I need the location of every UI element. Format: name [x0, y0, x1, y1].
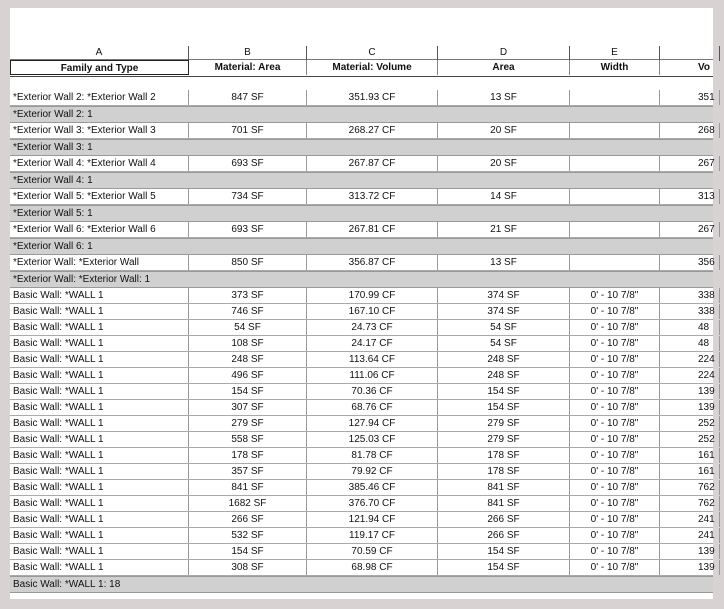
width-cell[interactable] [570, 222, 660, 237]
material-volume-cell[interactable]: 356.87 CF [307, 255, 438, 270]
area-cell[interactable]: 54 SF [438, 336, 570, 351]
area-cell[interactable]: 154 SF [438, 400, 570, 415]
width-cell[interactable]: 0' - 10 7/8" [570, 352, 660, 367]
family-type-cell[interactable]: Basic Wall: *WALL 1 [10, 432, 189, 447]
material-volume-cell[interactable]: 24.73 CF [307, 320, 438, 335]
material-volume-cell[interactable]: 376.70 CF [307, 496, 438, 511]
width-cell[interactable]: 0' - 10 7/8" [570, 384, 660, 399]
material-area-cell[interactable]: 266 SF [189, 512, 307, 527]
volume-cell[interactable]: 356 [660, 255, 720, 270]
header-material-area[interactable]: Material: Area [189, 60, 307, 75]
family-type-cell[interactable]: Basic Wall: *WALL 1 [10, 352, 189, 367]
material-area-cell[interactable]: 693 SF [189, 156, 307, 171]
material-volume-cell[interactable]: 121.94 CF [307, 512, 438, 527]
table-row[interactable] [10, 288, 713, 304]
material-volume-cell[interactable]: 24.17 CF [307, 336, 438, 351]
group-subtotal-row[interactable] [10, 139, 713, 156]
family-type-cell[interactable]: Basic Wall: *WALL 1 [10, 320, 189, 335]
group-subtotal-row[interactable] [10, 238, 713, 255]
volume-cell[interactable]: 267 [660, 156, 720, 171]
area-cell[interactable]: 154 SF [438, 384, 570, 399]
volume-cell[interactable]: 161 [660, 448, 720, 463]
material-volume-cell[interactable]: 385.46 CF [307, 480, 438, 495]
table-row[interactable] [10, 512, 713, 528]
volume-cell[interactable]: 224 [660, 352, 720, 367]
material-area-cell[interactable]: 734 SF [189, 189, 307, 204]
area-cell[interactable]: 20 SF [438, 123, 570, 138]
family-type-cell[interactable]: Basic Wall: *WALL 1 [10, 512, 189, 527]
width-cell[interactable]: 0' - 10 7/8" [570, 432, 660, 447]
volume-cell[interactable]: 268 [660, 123, 720, 138]
material-volume-cell[interactable]: 113.64 CF [307, 352, 438, 367]
material-volume-cell[interactable]: 268.27 CF [307, 123, 438, 138]
area-cell[interactable]: 21 SF [438, 222, 570, 237]
material-area-cell[interactable]: 847 SF [189, 90, 307, 105]
material-volume-cell[interactable]: 70.59 CF [307, 544, 438, 559]
group-label: *Exterior Wall: *Exterior Wall: 1 [13, 274, 151, 285]
family-type-cell[interactable]: Basic Wall: *WALL 1 [10, 480, 189, 495]
width-cell[interactable] [570, 123, 660, 138]
family-type-cell[interactable]: Basic Wall: *WALL 1 [10, 448, 189, 463]
material-volume-cell[interactable]: 81.78 CF [307, 448, 438, 463]
volume-cell[interactable]: 161 [660, 464, 720, 479]
volume-cell[interactable]: 762 [660, 480, 720, 495]
group-label: Basic Wall: *WALL 1: 18 [13, 579, 121, 590]
column-letter-e[interactable]: E [570, 46, 660, 61]
area-cell[interactable]: 14 SF [438, 189, 570, 204]
table-row[interactable] [10, 528, 713, 544]
family-type-cell[interactable]: *Exterior Wall 6: *Exterior Wall 6 [10, 222, 189, 237]
area-cell[interactable]: 266 SF [438, 512, 570, 527]
volume-cell[interactable]: 313 [660, 189, 720, 204]
group-subtotal-row[interactable] [10, 271, 713, 288]
table-row[interactable] [10, 189, 713, 205]
material-volume-cell[interactable]: 267.87 CF [307, 156, 438, 171]
area-cell[interactable]: 841 SF [438, 480, 570, 495]
area-cell[interactable]: 841 SF [438, 496, 570, 511]
volume-cell[interactable]: 252 [660, 416, 720, 431]
material-volume-cell[interactable]: 313.72 CF [307, 189, 438, 204]
table-row[interactable] [10, 123, 713, 139]
family-type-cell[interactable]: *Exterior Wall 3: *Exterior Wall 3 [10, 123, 189, 138]
material-area-cell[interactable]: 1682 SF [189, 496, 307, 511]
table-row[interactable] [10, 432, 713, 448]
group-label: *Exterior Wall 3: 1 [13, 142, 93, 153]
table-row[interactable] [10, 222, 713, 238]
table-row[interactable] [10, 352, 713, 368]
area-cell[interactable]: 54 SF [438, 320, 570, 335]
table-row[interactable] [10, 320, 713, 336]
table-body [10, 90, 713, 593]
area-cell[interactable]: 248 SF [438, 352, 570, 367]
family-type-cell[interactable]: *Exterior Wall: *Exterior Wall [10, 255, 189, 270]
group-subtotal-row[interactable] [10, 576, 713, 593]
material-area-cell[interactable]: 357 SF [189, 464, 307, 479]
material-area-cell[interactable]: 54 SF [189, 320, 307, 335]
material-area-cell[interactable]: 154 SF [189, 544, 307, 559]
material-area-cell[interactable]: 701 SF [189, 123, 307, 138]
width-cell[interactable]: 0' - 10 7/8" [570, 288, 660, 303]
material-volume-cell[interactable]: 127.94 CF [307, 416, 438, 431]
table-row[interactable] [10, 368, 713, 384]
material-volume-cell[interactable]: 267.81 CF [307, 222, 438, 237]
header-area[interactable]: Area [438, 60, 570, 75]
area-cell[interactable]: 178 SF [438, 448, 570, 463]
material-volume-cell[interactable]: 68.76 CF [307, 400, 438, 415]
column-header-row [10, 60, 713, 77]
width-cell[interactable]: 0' - 10 7/8" [570, 560, 660, 575]
schedule-window [10, 8, 713, 599]
width-cell[interactable]: 0' - 10 7/8" [570, 496, 660, 511]
table-row[interactable] [10, 480, 713, 496]
material-area-cell[interactable]: 178 SF [189, 448, 307, 463]
material-area-cell[interactable]: 279 SF [189, 416, 307, 431]
table-row[interactable] [10, 560, 713, 576]
material-volume-cell[interactable]: 167.10 CF [307, 304, 438, 319]
material-area-cell[interactable]: 693 SF [189, 222, 307, 237]
material-area-cell[interactable]: 496 SF [189, 368, 307, 383]
family-type-cell[interactable]: Basic Wall: *WALL 1 [10, 464, 189, 479]
volume-cell[interactable]: 139 [660, 544, 720, 559]
column-letter-c[interactable]: C [307, 46, 438, 61]
header-material-volume[interactable]: Material: Volume [307, 60, 438, 75]
table-row[interactable] [10, 496, 713, 512]
family-type-cell[interactable]: Basic Wall: *WALL 1 [10, 560, 189, 575]
group-subtotal-row[interactable] [10, 172, 713, 189]
column-letter-row [10, 46, 713, 60]
header-volume[interactable]: Vo [698, 62, 711, 73]
table-row[interactable] [10, 156, 713, 172]
table-row[interactable] [10, 255, 713, 271]
width-cell[interactable]: 0' - 10 7/8" [570, 304, 660, 319]
material-volume-cell[interactable]: 119.17 CF [307, 528, 438, 543]
family-type-cell[interactable]: Basic Wall: *WALL 1 [10, 368, 189, 383]
volume-cell[interactable]: 267 [660, 222, 720, 237]
family-type-cell[interactable]: Basic Wall: *WALL 1 [10, 416, 189, 431]
material-area-cell[interactable]: 532 SF [189, 528, 307, 543]
area-cell[interactable]: 20 SF [438, 156, 570, 171]
width-cell[interactable] [570, 189, 660, 204]
volume-cell[interactable]: 762 [660, 496, 720, 511]
family-type-cell[interactable]: Basic Wall: *WALL 1 [10, 496, 189, 511]
volume-cell[interactable]: 338 [660, 288, 720, 303]
width-cell[interactable]: 0' - 10 7/8" [570, 544, 660, 559]
volume-cell[interactable]: 48 [660, 320, 720, 335]
volume-cell[interactable]: 252 [660, 432, 720, 447]
width-cell[interactable]: 0' - 10 7/8" [570, 464, 660, 479]
column-letter-a[interactable]: A [10, 46, 189, 61]
volume-cell[interactable]: 241 [660, 512, 720, 527]
area-cell[interactable]: 248 SF [438, 368, 570, 383]
area-cell[interactable]: 13 SF [438, 255, 570, 270]
group-label: *Exterior Wall 2: 1 [13, 109, 93, 120]
material-area-cell[interactable]: 558 SF [189, 432, 307, 447]
width-cell[interactable] [570, 156, 660, 171]
volume-cell[interactable]: 48 [660, 336, 720, 351]
width-cell[interactable] [570, 255, 660, 270]
material-area-cell[interactable]: 373 SF [189, 288, 307, 303]
family-type-cell[interactable]: Basic Wall: *WALL 1 [10, 288, 189, 303]
area-cell[interactable]: 154 SF [438, 544, 570, 559]
width-cell[interactable]: 0' - 10 7/8" [570, 320, 660, 335]
material-area-cell[interactable]: 850 SF [189, 255, 307, 270]
width-cell[interactable] [570, 90, 660, 105]
family-type-cell[interactable]: Basic Wall: *WALL 1 [10, 400, 189, 415]
area-cell[interactable]: 266 SF [438, 528, 570, 543]
group-subtotal-row[interactable] [10, 205, 713, 222]
table-row[interactable] [10, 400, 713, 416]
family-type-cell[interactable]: *Exterior Wall 2: *Exterior Wall 2 [10, 90, 189, 105]
wall-schedule-table [10, 46, 713, 593]
group-label: *Exterior Wall 4: 1 [13, 175, 93, 186]
table-row[interactable] [10, 544, 713, 560]
area-cell[interactable]: 279 SF [438, 432, 570, 447]
header-width[interactable]: Width [570, 60, 660, 75]
group-label: *Exterior Wall 5: 1 [13, 208, 93, 219]
width-cell[interactable]: 0' - 10 7/8" [570, 368, 660, 383]
family-type-cell[interactable]: *Exterior Wall 4: *Exterior Wall 4 [10, 156, 189, 171]
family-type-cell[interactable]: Basic Wall: *WALL 1 [10, 544, 189, 559]
table-row[interactable] [10, 384, 713, 400]
material-area-cell[interactable]: 108 SF [189, 336, 307, 351]
volume-cell[interactable]: 224 [660, 368, 720, 383]
material-area-cell[interactable]: 746 SF [189, 304, 307, 319]
table-row[interactable] [10, 464, 713, 480]
material-area-cell[interactable]: 841 SF [189, 480, 307, 495]
group-label: *Exterior Wall 6: 1 [13, 241, 93, 252]
volume-cell[interactable]: 351 [660, 90, 720, 105]
width-cell[interactable]: 0' - 10 7/8" [570, 512, 660, 527]
area-cell[interactable]: 374 SF [438, 288, 570, 303]
width-cell[interactable]: 0' - 10 7/8" [570, 416, 660, 431]
group-subtotal-row[interactable] [10, 106, 713, 123]
width-cell[interactable]: 0' - 10 7/8" [570, 448, 660, 463]
column-letter-b[interactable]: B [189, 46, 307, 61]
material-volume-cell[interactable]: 170.99 CF [307, 288, 438, 303]
material-volume-cell[interactable]: 79.92 CF [307, 464, 438, 479]
material-volume-cell[interactable]: 351.93 CF [307, 90, 438, 105]
blank-row [10, 77, 713, 90]
area-cell[interactable]: 13 SF [438, 90, 570, 105]
volume-cell[interactable]: 338 [660, 304, 720, 319]
area-cell[interactable]: 178 SF [438, 464, 570, 479]
material-area-cell[interactable]: 307 SF [189, 400, 307, 415]
material-volume-cell[interactable]: 68.98 CF [307, 560, 438, 575]
family-type-cell[interactable]: *Exterior Wall 5: *Exterior Wall 5 [10, 189, 189, 204]
area-cell[interactable]: 279 SF [438, 416, 570, 431]
material-area-cell[interactable]: 154 SF [189, 384, 307, 399]
width-cell[interactable]: 0' - 10 7/8" [570, 336, 660, 351]
header-family-and-type[interactable]: Family and Type [10, 60, 189, 75]
material-volume-cell[interactable]: 70.36 CF [307, 384, 438, 399]
column-letter-f[interactable] [660, 46, 720, 61]
volume-cell[interactable]: 241 [660, 528, 720, 543]
family-type-cell[interactable]: Basic Wall: *WALL 1 [10, 528, 189, 543]
column-letter-d[interactable]: D [438, 46, 570, 61]
volume-cell[interactable]: 139 [660, 400, 720, 415]
family-type-cell[interactable]: Basic Wall: *WALL 1 [10, 336, 189, 351]
family-type-cell[interactable]: Basic Wall: *WALL 1 [10, 304, 189, 319]
family-type-cell[interactable]: Basic Wall: *WALL 1 [10, 384, 189, 399]
volume-cell[interactable]: 139 [660, 560, 720, 575]
material-area-cell[interactable]: 248 SF [189, 352, 307, 367]
table-row[interactable] [10, 448, 713, 464]
volume-cell[interactable]: 139 [660, 384, 720, 399]
material-area-cell[interactable]: 308 SF [189, 560, 307, 575]
material-volume-cell[interactable]: 111.06 CF [307, 368, 438, 383]
width-cell[interactable]: 0' - 10 7/8" [570, 400, 660, 415]
table-row[interactable] [10, 336, 713, 352]
width-cell[interactable]: 0' - 10 7/8" [570, 528, 660, 543]
area-cell[interactable]: 154 SF [438, 560, 570, 575]
table-row[interactable] [10, 90, 713, 106]
width-cell[interactable]: 0' - 10 7/8" [570, 480, 660, 495]
table-row[interactable] [10, 416, 713, 432]
material-volume-cell[interactable]: 125.03 CF [307, 432, 438, 447]
area-cell[interactable]: 374 SF [438, 304, 570, 319]
table-row[interactable] [10, 304, 713, 320]
